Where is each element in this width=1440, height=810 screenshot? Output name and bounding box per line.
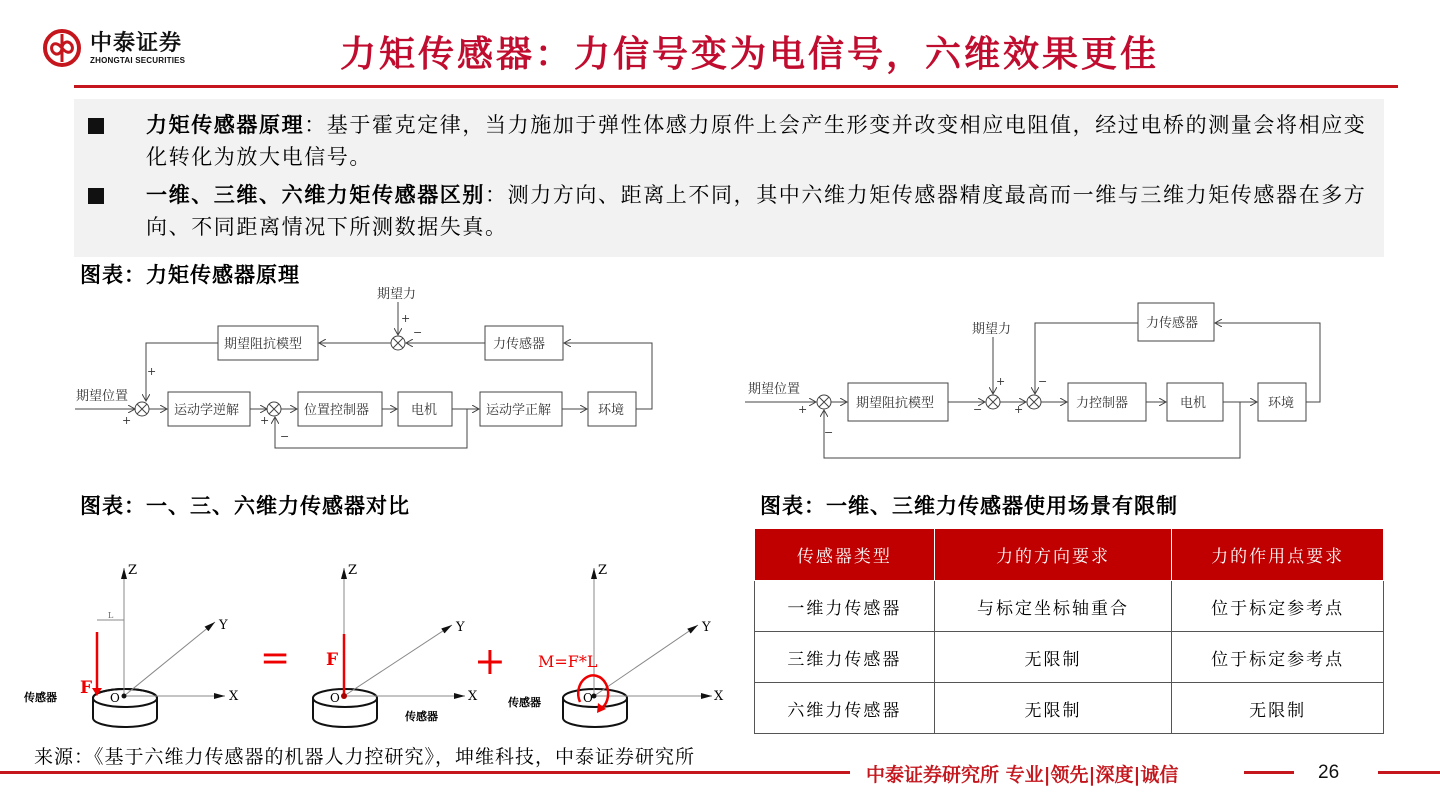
column-header: 力的方向要求 (934, 529, 1172, 581)
sign: − (1038, 375, 1048, 388)
block-label: 电机 (411, 403, 438, 418)
axis-label: Y (456, 620, 465, 635)
table-cell: 无限制 (934, 632, 1172, 683)
input-label: 期望位置 (748, 382, 801, 397)
sign: − (973, 403, 983, 416)
bullet-body: ：基于霍克定律，当力施加于弹性体感力原件上会产生形变并改变相应电阻值，经过电桥的测量会将相应变化转化为放大电信号。 (146, 113, 1367, 169)
summary-bullet (88, 179, 1384, 243)
square-bullet-icon (88, 188, 104, 204)
plus-sign: + (474, 639, 506, 683)
axis-label: Y (702, 620, 711, 635)
footer-slogan: 中泰证券研究所 专业|领先|深度|诚信 (866, 764, 1179, 786)
sign: + (401, 312, 411, 325)
axis-label: X (714, 689, 724, 704)
sign: − (824, 426, 834, 439)
table-row (755, 683, 1384, 734)
axis-label: Z (128, 563, 138, 578)
logo-chinese-name: 中泰证券 (90, 30, 183, 56)
input-label: 期望位置 (76, 389, 129, 404)
origin-label: O (110, 691, 120, 705)
table-cell: 无限制 (1172, 683, 1384, 734)
axis-label: X (229, 689, 239, 704)
source-note: 来源：《基于六维力传感器的机器人力控研究》，坤维科技，中泰证券研究所 (34, 746, 696, 768)
zhongtai-logo-icon (42, 28, 82, 68)
figure-3-title: 图表：一维、三维力传感器使用场景有限制 (760, 493, 1178, 518)
sign: − (280, 430, 290, 443)
summary-bullet (88, 109, 1384, 173)
table-cell: 六维力传感器 (755, 683, 935, 734)
axis-label: Z (598, 563, 608, 578)
panel-three-dimension (313, 563, 478, 727)
page-number: 26 (1318, 762, 1340, 783)
block-label: 运动学正解 (486, 403, 552, 418)
bullet-text (146, 179, 1372, 243)
footer-divider (1244, 771, 1294, 774)
block-label: 期望阻抗模型 (856, 396, 935, 411)
square-bullet-icon (88, 118, 104, 134)
bullet-heading: 力矩传感器原理 (146, 112, 305, 137)
input-label: 期望力 (377, 287, 417, 302)
column-header: 传感器类型 (755, 529, 935, 581)
origin-label: O (330, 691, 340, 705)
footer-divider (1378, 771, 1440, 774)
bullet-heading: 一维、三维、六维力矩传感器区别 (146, 182, 485, 207)
bullet-text (146, 109, 1372, 173)
title-divider (74, 85, 1398, 88)
panel-six-dimension (507, 563, 724, 727)
sensor-label: 传感器 (24, 691, 57, 704)
origin-label: O (583, 691, 593, 705)
table-row (755, 632, 1384, 683)
block-label: 期望阻抗模型 (224, 337, 303, 352)
impedance-control-diagram-left (70, 280, 670, 460)
table-header-row (755, 529, 1384, 581)
block-label: 力传感器 (493, 337, 546, 352)
logo-english-name: ZHONGTAI SECURITIES (90, 55, 186, 65)
table-cell: 位于标定参考点 (1172, 581, 1384, 632)
table-cell: 与标定坐标轴重合 (934, 581, 1172, 632)
sign: − (413, 326, 423, 339)
sign: + (798, 403, 808, 416)
force-label: F (80, 678, 93, 698)
block-label: 环境 (1268, 396, 1295, 411)
table-cell: 三维力传感器 (755, 632, 935, 683)
block-label: 力控制器 (1076, 396, 1129, 411)
force-label: F (326, 650, 339, 670)
summary-box (74, 99, 1384, 257)
panel-one-dimension (23, 563, 239, 727)
table-cell: 位于标定参考点 (1172, 632, 1384, 683)
bullet-body: ：测力方向、距离上不同，其中六维力矩传感器精度最高而一维与三维力矩传感器在多方向、不同距离情况下所测数据失真。 (146, 183, 1367, 239)
footer-divider (0, 771, 850, 774)
figure-2-title: 图表：一、三、六维力传感器对比 (80, 493, 410, 518)
equals-sign: = (260, 638, 291, 679)
block-label: 力传感器 (1146, 316, 1199, 331)
sign: + (260, 414, 270, 427)
block-label: 电机 (1180, 396, 1207, 411)
sign: + (1014, 403, 1024, 416)
axis-label: X (468, 689, 478, 704)
block-label: 环境 (598, 403, 625, 418)
sensor-label: 传感器 (405, 710, 438, 723)
sensor-comparison-table (754, 528, 1384, 734)
sensor-label: 传感器 (508, 696, 541, 709)
axis-label: Z (348, 563, 358, 578)
page-title: 力矩传感器：力信号变为电信号，六维效果更佳 (340, 33, 1160, 75)
block-label: 位置控制器 (304, 403, 370, 418)
impedance-control-diagram-right (740, 295, 1350, 465)
force-sensor-comparison-diagram (20, 550, 740, 740)
sign: + (996, 375, 1006, 388)
moment-label: M=F*L (538, 652, 598, 671)
table-row (755, 581, 1384, 632)
column-header: 力的作用点要求 (1172, 529, 1384, 581)
company-logo (42, 28, 185, 68)
table-cell: 一维力传感器 (755, 581, 935, 632)
input-label: 期望力 (972, 322, 1012, 337)
sign: + (122, 414, 132, 427)
sign: + (147, 365, 157, 378)
table-cell: 无限制 (934, 683, 1172, 734)
figure-1-title: 图表：力矩传感器原理 (80, 262, 300, 287)
length-label: L (108, 611, 114, 620)
axis-label: Y (219, 618, 228, 633)
block-label: 运动学逆解 (174, 403, 240, 418)
